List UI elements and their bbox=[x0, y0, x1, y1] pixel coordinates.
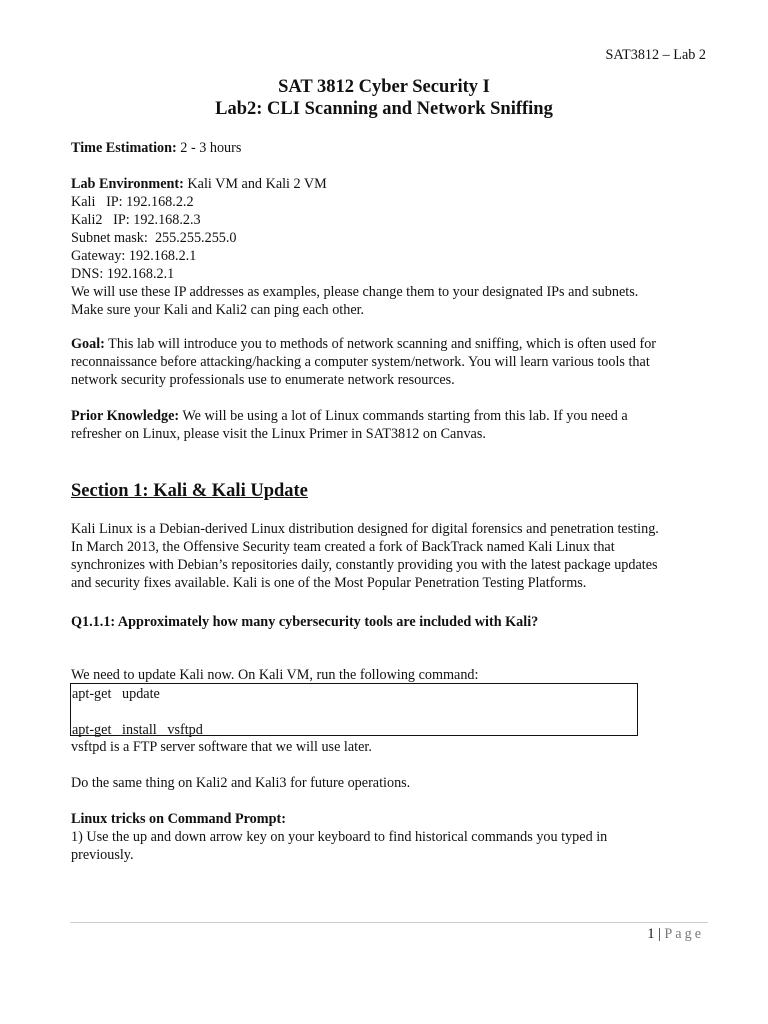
same-thing-note: Do the same thing on Kali2 and Kali3 for future operations. bbox=[71, 775, 411, 791]
footer-divider bbox=[70, 922, 708, 923]
time-estimation-value: 2 - 3 hours bbox=[176, 140, 242, 156]
command-apt-update: apt-get update bbox=[72, 686, 160, 702]
question-text: Q1.1.1: Approximately how many cybersecurity tools are included with Kali? bbox=[71, 614, 539, 630]
intro-line: and security fixes available. Kali is one of the Most Popular Penetration Testing Platforms. bbox=[71, 575, 587, 591]
kali-ip: Kali IP: 192.168.2.2 bbox=[71, 194, 194, 210]
page-footer bbox=[647, 925, 704, 943]
goal-text-1: This lab will introduce you to methods of network scanning and sniffing, which is often used for bbox=[104, 336, 657, 352]
intro-line: Kali Linux is a Debian-derived Linux distribution designed for digital forensics and penetration testing. bbox=[71, 521, 659, 537]
command-apt-install: apt-get install vsftpd bbox=[72, 722, 203, 738]
running-header: SAT3812 – Lab 2 bbox=[605, 47, 706, 63]
vsftpd-note: vsftpd is a FTP server software that we will use later. bbox=[71, 739, 372, 755]
question-1-1-1 bbox=[71, 613, 711, 631]
goal-label: Goal: bbox=[71, 336, 105, 352]
section-1-intro bbox=[71, 520, 711, 592]
prior-knowledge-paragraph bbox=[71, 407, 711, 443]
time-estimation bbox=[71, 139, 711, 157]
goal-text-2: reconnaissance before attacking/hacking a computer system/network. You will learn various tools that bbox=[71, 354, 650, 370]
goal-paragraph bbox=[71, 335, 711, 389]
subnet-mask: Subnet mask: 255.255.255.0 bbox=[71, 230, 237, 246]
lab-environment-label: Lab Environment: bbox=[71, 176, 184, 192]
intro-line: synchronizes with Debian’s repositories daily, constantly providing you with the latest package updates bbox=[71, 557, 658, 573]
prior-knowledge-label: Prior Knowledge: bbox=[71, 408, 180, 424]
section-1-heading: Section 1: Kali & Kali Update bbox=[71, 481, 308, 501]
page-number: 1 bbox=[647, 926, 655, 942]
prior-knowledge-text-1: We will be using a lot of Linux commands starting from this lab. If you need a bbox=[179, 408, 628, 424]
tricks-heading: Linux tricks on Command Prompt: bbox=[71, 811, 286, 827]
ip-note: We will use these IP addresses as examples, please change them to your designated IPs and subnets. bbox=[71, 284, 639, 300]
linux-tricks bbox=[71, 810, 711, 864]
intro-line: In March 2013, the Offensive Security team created a fork of BackTrack named Kali Linux that bbox=[71, 539, 615, 555]
prior-knowledge-text-2: refresher on Linux, please visit the Linux Primer in SAT3812 on Canvas. bbox=[71, 426, 486, 442]
time-estimation-label: Time Estimation: bbox=[71, 140, 177, 156]
trick-1-line-2: previously. bbox=[71, 847, 134, 863]
dns: DNS: 192.168.2.1 bbox=[71, 266, 175, 282]
page-separator: | bbox=[654, 926, 665, 942]
lab-environment-value: Kali VM and Kali 2 VM bbox=[183, 176, 327, 192]
command-box bbox=[70, 683, 638, 736]
lab-title: Lab2: CLI Scanning and Network Sniffing bbox=[215, 99, 553, 119]
page-label: Page bbox=[664, 926, 704, 942]
ping-note: Make sure your Kali and Kali2 can ping each other. bbox=[71, 302, 365, 318]
lab-environment bbox=[71, 175, 711, 319]
gateway: Gateway: 192.168.2.1 bbox=[71, 248, 197, 264]
trick-1-line-1: 1) Use the up and down arrow key on your keyboard to find historical commands you typed in bbox=[71, 829, 608, 845]
kali2-ip: Kali2 IP: 192.168.2.3 bbox=[71, 212, 201, 228]
goal-text-3: network security professionals use to enumerate network resources. bbox=[71, 372, 455, 388]
update-instruction: We need to update Kali now. On Kali VM, run the following command: bbox=[71, 667, 479, 683]
document-title: SAT 3812 Cyber Security I bbox=[278, 77, 490, 97]
